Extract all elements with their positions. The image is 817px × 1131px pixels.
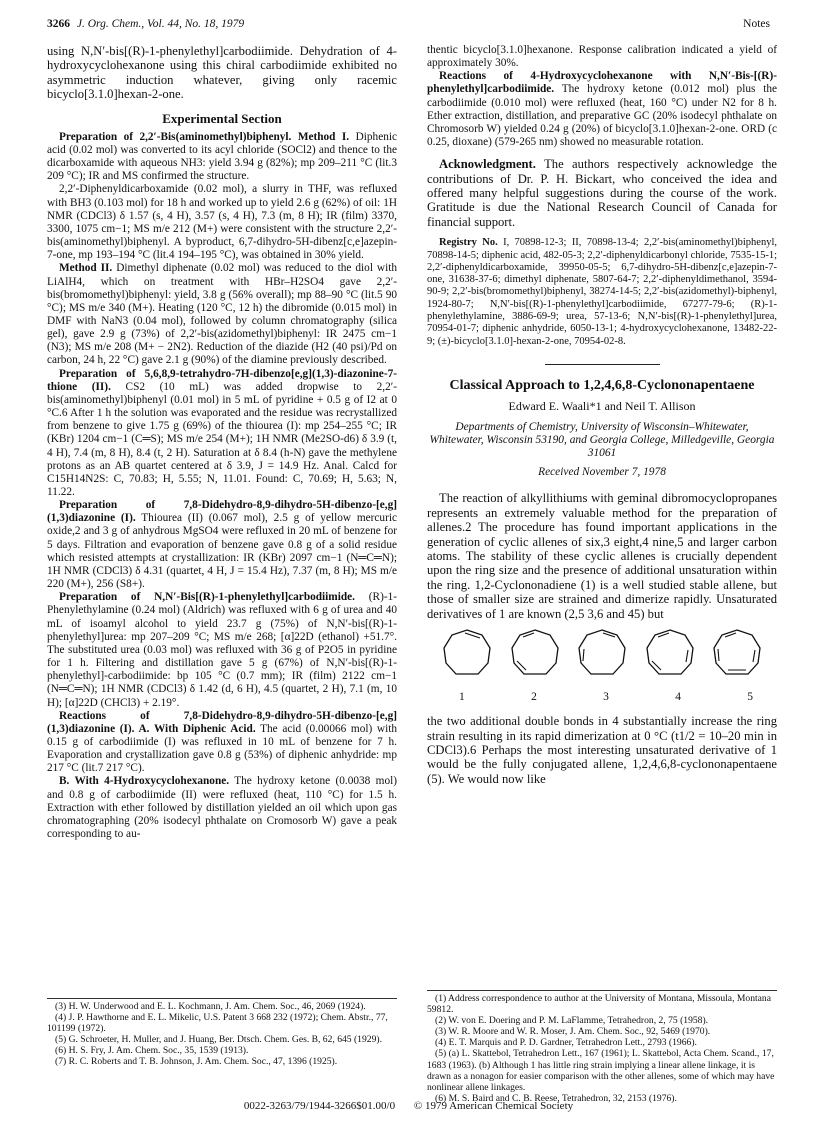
footnote: (4) J. P. Hawthorne and E. L. Mikelic, U.S. Patent 3 668 232 (1972); Chem. Abstr., 77, 101199 (1972). [47, 1012, 388, 1035]
diazonine-heading: Preparation of 7,8-Didehydro-8,9-dihydro-5H-dibenzo-[e,g](1,3)diazonine (I). [47, 499, 397, 525]
structure-label: 5 [747, 691, 753, 704]
borane-reduction-paragraph: 2,2′-Diphenyldicarboxamide (0.02 mol), a slurry in THF, was refluxed with BH3 (0.103 mol) for 18 h and worked up to yield 2.6 g (62%) of oil: 1H NMR (CDCl3) δ 1.57 (s, 4 H), 3.57 (s, 4 H), 7.3 (m, 8 H); IR (film) 3370, 3300, 1075 cm−1; MS m/e 212 (M+) were consistent with the structure 2,2′-bis(aminomethyl)biphenyl. A byproduct, 6,7-dihydro-5H-dibenz[c,e]azepin-7-one, mp 193–194 °C (lit.4 194–195 °C), was obtained in 30% yield. [47, 183, 397, 262]
structure-label: 4 [675, 691, 681, 704]
page-number: 3266 [47, 18, 70, 30]
footnote: (6) M. S. Baird and C. B. Reese, Tetrahedron, 32, 2153 (1976). [435, 1092, 677, 1104]
allene-structure-2 [509, 627, 561, 679]
reactions-a-paragraph [47, 710, 397, 776]
structure-label: 3 [603, 691, 609, 704]
article-divider [545, 364, 660, 365]
page-footer [0, 1100, 817, 1112]
experimental-section-heading: Experimental Section [162, 110, 282, 126]
footnote: (6) H. S. Fry, J. Am. Chem. Soc., 35, 1539 (1913). [55, 1045, 249, 1057]
affiliation: Departments of Chemistry, University of Wisconsin–Whitewater, Whitewater, Wisconsin 53190, and Georgia College, Milledgeville, Georgia 31061 [429, 421, 775, 460]
body-paragraph-2: the two additional double bonds in 4 substantially increase the ring strain resulting in its rapid dimerization at 0 °C (t1/2 = 10–20 min in CDCl3).6 Perhaps the most interesting unsaturated derivative of 1 would be the fully conjugated allene, 1,2,4,6,8-cyclononapentaene (5). We would now like [427, 714, 777, 786]
structure-figure [427, 621, 777, 687]
intro-paragraph: using N,N′-bis[(R)-1-phenylethyl]carbodiimide. Dehydration of 4-hydroxycyclohexanone using this chiral carbodiimide exhibited no asymmetric induction whatever, giving only racemic bicyclo[3.1.0]hexan-2-one. [47, 44, 397, 102]
diazonine-text: Thiourea (II) (0.067 mol), 2.5 g of yellow mercuric oxide,2 and 3 g of anhydrous MgSO4 were refluxed in 20 mL of benzene for 5 days. Filtration and evaporation of benzene gave 0.8 g of a solid residue which resisted attempts at crystallization: IR (KBr) 2097 cm−1 (N═C═N); 1H NMR (CDCl3) δ 4.31 (quartet, 4 H, J = 15.4 Hz), 7.37 (m, 8 H); MS m/e 220 (M+), 256 (S8+). [47, 512, 397, 591]
carbodiimide-text: (R)-1-Phenylethylamine (0.24 mol) (Aldrich) was refluxed with 6 g of urea and 40 mL of isoamyl alcohol to yield 23.7 g (75%) of N,N′-bis[(R)-1-phenylethyl]urea: mp 207–209 °C; MS m/e 268; [α]22D (ethanol) +51.7°. The substituted urea (0.03 mol) was refluxed with 36 g of P2O5 in pyridine for 1 h. Filtering and distillation gave 5 g (67%) of N,N′-bis[(R)-1-phenylethyl]-carbodiimide: bp 105 °C (0.7 mm); IR (film) 2122 cm−1 (N═C═N); 1H NMR (CDCl3) δ 1.42 (d, 6 H), 4.5 (quartet, 2 H), 7.1 (m, 10 H); [α]22D (CHCl3) + 2.19°. [47, 591, 397, 709]
acknowledgment-heading: Acknowledgment. [439, 157, 536, 172]
received-date: Received November 7, 1978 [538, 466, 666, 479]
reactions-hydroxy-text: The hydroxy ketone (0.012 mol) plus the carbodiimide (0.010 mol) were refluxed (heat, 160 °C) under N2 for 8 h. Ether extraction, distillation, and preparative GC (20% isodecyl phthalate on Chromosorb W) yielded 0.24 g (20%) of bicyclo[3.1.0]hexan-2-one. ORD (c 0.25, dioxane) (579-265 nm) showed no measurable rotation. [427, 83, 777, 149]
reactions-hydroxy-heading: Reactions of 4-Hydroxycyclohexanone with N,N′-Bis-[(R)-phenylethyl]carbodiimide. [427, 70, 777, 96]
footnote: (3) W. R. Moore and W. R. Moser, J. Am. Chem. Soc., 92, 5469 (1970). [435, 1026, 711, 1038]
allene-structure-1 [441, 627, 493, 679]
left-column [47, 44, 397, 841]
thione-paragraph [47, 368, 397, 500]
acknowledgment-text: The authors respectively acknowledge the contributions of Dr. P. H. Bickart, who conceived the idea and offered many helpful suggestions during the course of the work. Gratitude is due the National Research Council of Canada for financial support. [427, 157, 777, 229]
registry-heading: Registry No. [439, 237, 498, 249]
acknowledgment-paragraph [427, 157, 777, 229]
method-1-heading: Preparation of 2,2′-Bis(aminomethyl)biphenyl. Method I. [59, 130, 350, 143]
right-column [427, 44, 777, 786]
footnote: (5) G. Schroeter, H. Muller, and J. Huang, Ber. Dtsch. Chem. Ges. B, 62, 645 (1929). [55, 1034, 382, 1046]
running-header [47, 18, 770, 34]
thione-text: CS2 (10 mL) was added dropwise to 2,2′-bis(aminomethyl)biphenyl (0.01 mol) in 5 mL of pyridine + 0.5 g of I2 at 0 °C.6 After 1 h the solution was evaporated and the residue was recrystallized from benzene to give 1.75 g (69%) of the thiourea (I): mp 254–255 °C; IR (KBr) 1204 cm−1 (C═S); MS m/e 254 (M+); 1H NMR (Me2SO-d6) δ 3.9 (t, 4 H), 7.4 (m, 8 H), 8.4 (t, 2 H). Saturation at δ 8.4 (h-N) gave the methylene protons as an AB quartet centered at δ 3.9, J = 14.9 Hz. Anal. Calcd for C15H14N2S: C, 70.83; H, 5.55; N, 11.01. Found: C, 70.69; H, 5.63; N, 11.22. [47, 380, 398, 498]
article-title: Classical Approach to 1,2,4,6,8-Cyclononapentaene [449, 377, 755, 393]
reactions-b-text: The hydroxy ketone (0.0038 mol) and 0.8 g of carbodiimide (II) were refluxed (heat, 110 °C) for 1.5 h. Extraction with ether followed by distillation yielded an oil which upon gas chromatographing (20% isodecyl phthalate on Cromosorb W) gave a peak corresponding to au- [47, 775, 397, 841]
allene-structure-4 [644, 627, 696, 679]
allene-structure-5 [711, 627, 763, 679]
structure-labels [427, 687, 777, 714]
structure-label: 1 [459, 691, 465, 704]
reactions-b-paragraph [47, 775, 397, 841]
body-paragraph-1: The reaction of alkyllithiums with geminal dibromocyclopropanes represents an extremely valuable method for the preparation of allenes.2 The procedure has found important applications in the generation of cyclic allenes of six,3 eight,4 nine,5 and larger carbon atoms. The stability of these cyclic allenes is crucially dependent upon the ring size and the presence of additional unsaturation within the ring. 1,2-Cyclononadiene (1) is a well studied stable allene, but those of smaller size are strained and dimerize rapidly. Unsaturated derivatives of 1 are known (2,5 3,6 and 45) but [427, 491, 777, 621]
registry-paragraph [427, 237, 777, 348]
structure-label: 2 [531, 691, 537, 704]
reactions-b-heading: B. With 4-Hydroxycyclohexanone. [59, 775, 230, 788]
continued-paragraph: thentic bicyclo[3.1.0]hexanone. Response calibration indicated a yield of approximately 30%. [427, 44, 777, 70]
header-left [47, 18, 248, 34]
footnote: (3) H. W. Underwood and E. L. Kochmann, J. Am. Chem. Soc., 46, 2069 (1924). [55, 1001, 366, 1012]
allene-structure-3 [576, 627, 628, 679]
section-label: Notes [743, 18, 770, 30]
journal-citation: J. Org. Chem., Vol. 44, No. 18, 1979 [76, 18, 245, 30]
method-1-text: Diphenic acid (0.02 mol) was converted to its acyl chloride (SOCl2) and thence to the dicarboxamide with aqueous NH3: yield 3.94 g (82%); mp 209–211 °C (lit.3 209 °C); IR and MS confirmed the structure. [47, 130, 398, 183]
carbodiimide-heading: Preparation of N,N′-Bis[(R)-1-phenylethyl]carbodiimide. [59, 591, 355, 604]
footnote: (1) Address correspondence to author at the University of Montana, Missoula, Montana 59812. [427, 993, 771, 1016]
method-2-heading: Method II. [59, 262, 113, 275]
authors: Edward E. Waali*1 and Neil T. Allison [508, 399, 696, 414]
copyright: © 1979 American Chemical Society [413, 1100, 574, 1112]
method-1-paragraph [47, 131, 397, 184]
diazonine-paragraph [47, 499, 397, 591]
carbodiimide-paragraph [47, 591, 397, 709]
footnote: (4) E. T. Marquis and P. D. Gardner, Tetrahedron Lett., 2793 (1966). [435, 1037, 697, 1049]
footnote: (5) (a) L. Skattebol, Tetrahedron Lett., 167 (1961); L. Skattebol, Acta Chem. Scand., 17, 1683 (1963). (b) Although 1 has little ring strain implying a linear allene linkage, it is drawn as a nonagon for easier comparison with the other allenes, some of which may have nonlinear allene linkages. [427, 1048, 775, 1093]
footnote: (7) R. C. Roberts and T. B. Johnson, J. Am. Chem. Soc., 47, 1396 (1925). [55, 1056, 338, 1068]
footnote: (2) W. von E. Doering and P. M. LaFlamme, Tetrahedron, 2, 75 (1958). [435, 1015, 709, 1027]
article-code: 0022-3263/79/1944-3266$01.00/0 [243, 1100, 396, 1112]
thione-heading: Preparation of 5,6,8,9-tetrahydro-7H-dibenzo[e,g](1,3)-diazonine-7-thione (II). [47, 367, 397, 393]
registry-text: I, 70898-12-3; II, 70898-13-4; 2,2′-bis(aminomethyl)biphenyl, 70898-14-5; diphenic acid, 482-05-3; 2,2′-diphenyldicarbonyl chloride, 7535-15-1; 2,2′-diphenyldicarboxamide, 39950-05-5; 6,7-dihydro-5H-dibenz[c,e]azepin-7-one, 31638-37-6; dimethyl diphenate, 5807-64-7; 2,2′-diphenyldimethanol, 3594-90-9; 2,2′-bis(bromomethyl)biphenyl, 38274-14-5; 2,2′-bis(azidomethyl)-biphenyl, 1924-80-7; N,N′-bis[(R)-1-phenylethyl]carbodiimide, 67277-79-6; (R)-1-phenylethylamine, 3886-69-9; urea, 57-13-6; N,N′-bis[(R)-1-phenylethyl]urea, 70954-01-7; diphenic anhydride, 6050-13-1; 4-hydroxycyclohexanone, 13482-22-9; (±)-bicyclo[3.1.0]-hexan-2-one, 70954-02-8. [427, 237, 777, 347]
footnote-rule [47, 998, 397, 999]
method-2-paragraph [47, 262, 397, 367]
method-2-text: Dimethyl diphenate (0.02 mol) was reduced to the diol with LiAlH4, which on treatment with HBr–H2SO4 gave 2,2′-bis(bromomethyl)biphenyl: yield, 3.8 g (56% overall); mp 88–90 °C (lit.5 90 °C); MS m/e 340 (M+). Heating (120 °C, 12 h) the dibromide (0.015 mol) in DMF with NaN3 (0.04 mol), followed by column chromatography (silica gel), gave 2.9 g (73%) of 2,2′-bis(azidomethyl)biphenyl: IR 2475 cm−1 (N3); MS m/e 208 (M+ − 2N2). Reduction of the diazide (H2 (40 psi)/Pd on carbon, 24 h, 22 °C) gave 2.1 g (90%) of the diamine previously described. [47, 262, 398, 367]
right-footnotes [427, 990, 777, 1104]
reactions-a-heading: Reactions of 7,8-Didehydro-8,9-dihydro-5H-dibenzo-[e,g](1,3)diazonine (I). A. With Diphenic Acid. [47, 709, 397, 735]
reactions-hydroxy-paragraph [427, 70, 777, 149]
left-footnotes [47, 998, 397, 1068]
reactions-a-text: The acid (0.00066 mol) with 0.15 g of carbodiimide (I) was refluxed in 10 mL of benzene for 7 h. Evaporation and crystallization gave 0.8 g (53%) of diphenic anhydride: mp 217 °C (lit.7 217 °C). [47, 722, 398, 775]
